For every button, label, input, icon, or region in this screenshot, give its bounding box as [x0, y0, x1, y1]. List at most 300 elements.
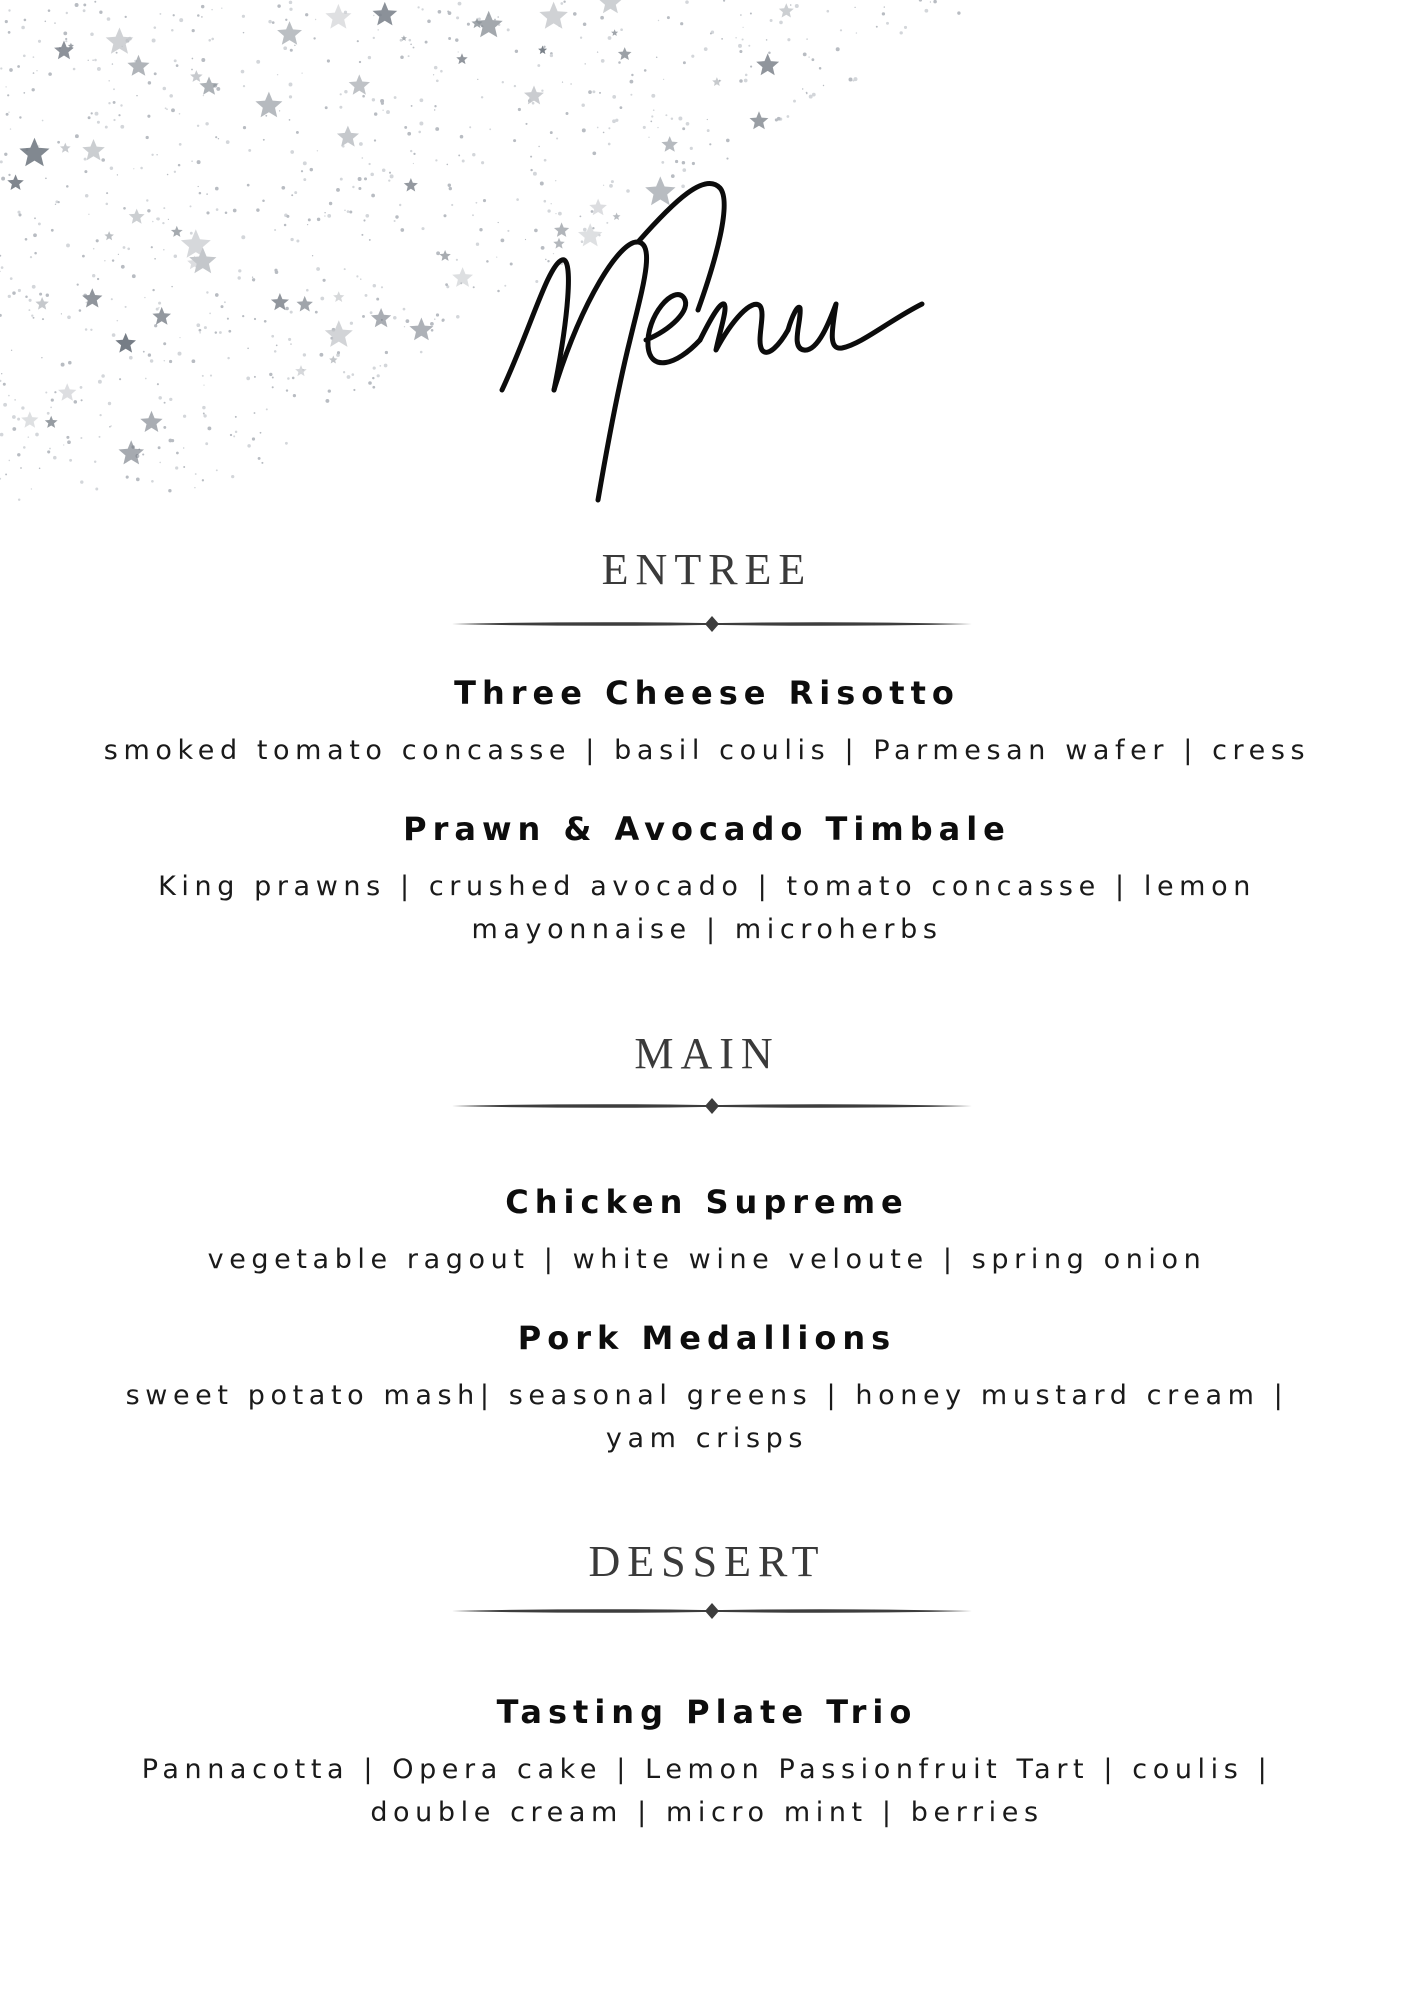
star-dust-dot — [84, 170, 87, 173]
star-dust-dot — [305, 13, 308, 16]
star-dust-dot — [7, 94, 9, 96]
star-dust-dot — [192, 58, 194, 60]
star-icon — [750, 111, 769, 129]
star-dust-dot — [327, 59, 330, 62]
star-dust-dot — [525, 123, 527, 125]
star-dust-dot — [448, 37, 451, 40]
star-dust-dot — [675, 160, 678, 163]
star-dust-dot — [197, 14, 200, 17]
star-dust-dot — [768, 52, 771, 55]
star-dust-dot — [179, 113, 181, 115]
star-dust-dot — [97, 121, 100, 124]
star-dust-dot — [544, 159, 547, 162]
star-dust-dot — [208, 39, 211, 42]
star-dust-dot — [742, 27, 743, 28]
star-dust-dot — [615, 119, 618, 122]
star-icon — [127, 55, 149, 76]
star-dust-dot — [0, 160, 3, 163]
star-dust-dot — [826, 10, 829, 13]
star-dust-dot — [721, 38, 723, 40]
star-dust-dot — [113, 119, 115, 121]
star-dust-dot — [290, 49, 293, 52]
star-dust-dot — [75, 3, 79, 7]
star-icon — [456, 53, 467, 64]
star-icon — [373, 2, 398, 26]
star-dust-dot — [151, 154, 153, 156]
star-dust-dot — [165, 107, 167, 109]
star-dust-dot — [630, 94, 632, 96]
star-dust-dot — [543, 46, 545, 48]
star-dust-dot — [550, 131, 553, 134]
star-dust-dot — [957, 11, 960, 14]
star-dust-dot — [573, 12, 577, 16]
star-dust-dot — [434, 66, 438, 70]
star-dust-dot — [97, 67, 101, 71]
star-dust-dot — [368, 56, 371, 59]
star-dust-dot — [650, 121, 652, 123]
star-dust-dot — [620, 28, 623, 31]
star-dust-dot — [600, 16, 604, 20]
star-dust-dot — [735, 37, 737, 39]
dish-description-line: mayonnaise | microherbs — [471, 914, 943, 945]
star-icon — [598, 0, 622, 13]
star-dust-dot — [644, 69, 647, 72]
star-dust-dot — [682, 161, 685, 164]
dish-name: Prawn & Avocado Timbale — [403, 810, 1011, 848]
star-dust-dot — [852, 80, 854, 82]
star-dust-dot — [770, 19, 773, 22]
star-dust-dot — [779, 21, 783, 25]
star-dust-dot — [856, 32, 858, 34]
star-icon — [472, 18, 483, 29]
star-dust-dot — [91, 112, 93, 114]
star-dust-dot — [460, 135, 464, 139]
star-dust-dot — [462, 160, 465, 163]
star-dust-dot — [433, 74, 434, 75]
star-dust-dot — [359, 142, 363, 146]
star-dust-dot — [795, 4, 799, 8]
star-dust-dot — [9, 68, 13, 72]
star-dust-dot — [588, 90, 592, 94]
star-dust-dot — [359, 61, 361, 63]
star-dust-dot — [421, 8, 423, 10]
star-dust-dot — [65, 40, 67, 42]
star-dust-dot — [803, 53, 807, 57]
star-dust-dot — [120, 125, 124, 129]
section-heading-main: MAIN — [634, 1029, 780, 1078]
star-dust-dot — [315, 19, 316, 20]
dish-name: Three Cheese Risotto — [454, 674, 960, 712]
star-dust-dot — [435, 159, 437, 161]
star-icon — [199, 77, 218, 95]
star-dust-dot — [8, 174, 10, 176]
star-dust-dot — [750, 12, 752, 14]
star-dust-dot — [787, 115, 790, 118]
star-dust-dot — [248, 149, 251, 152]
star-dust-dot — [787, 38, 790, 41]
star-dust-dot — [146, 136, 149, 139]
star-dust-dot — [113, 101, 116, 104]
dish-description: vegetable ragout | white wine veloute | spring onion — [207, 1244, 1207, 1275]
star-dust-dot — [904, 26, 907, 29]
star-dust-dot — [790, 4, 792, 6]
star-dust-dot — [665, 114, 667, 116]
star-dust-dot — [425, 41, 428, 44]
star-dust-dot — [390, 174, 394, 178]
star-dust-dot — [690, 147, 693, 150]
dish-description-line: double cream | micro mint | berries — [370, 1797, 1044, 1828]
star-dust-dot — [742, 38, 744, 40]
star-dust-dot — [740, 14, 742, 16]
section-divider — [452, 612, 972, 636]
star-icon — [60, 143, 71, 153]
star-dust-dot — [191, 69, 193, 71]
star-dust-dot — [597, 51, 598, 52]
star-icon — [325, 4, 351, 29]
star-dust-dot — [744, 79, 748, 83]
star-dust-dot — [373, 37, 375, 39]
star-dust-dot — [710, 33, 712, 35]
star-dust-dot — [120, 104, 122, 106]
star-dust-dot — [48, 9, 51, 12]
star-dust-dot — [176, 64, 179, 67]
star-dust-dot — [434, 109, 435, 110]
star-dust-dot — [201, 5, 204, 8]
star-icon — [255, 92, 282, 118]
star-dust-dot — [116, 52, 118, 54]
star-dust-dot — [455, 38, 458, 41]
star-dust-dot — [289, 1, 293, 5]
star-dust-dot — [631, 74, 633, 76]
star-dust-dot — [434, 105, 436, 107]
star-dust-dot — [532, 102, 535, 105]
star-dust-dot — [4, 153, 7, 156]
star-dust-dot — [179, 143, 182, 146]
star-dust-dot — [99, 11, 102, 14]
star-dust-dot — [686, 122, 690, 126]
star-dust-dot — [289, 83, 293, 87]
star-dust-dot — [663, 79, 664, 80]
star-dust-dot — [438, 10, 442, 14]
star-dust-dot — [809, 95, 813, 99]
star-dust-dot — [154, 72, 157, 75]
star-dust-dot — [808, 56, 809, 57]
star-dust-dot — [36, 70, 37, 71]
star-dust-dot — [707, 119, 708, 120]
star-dust-dot — [556, 137, 558, 139]
star-dust-dot — [413, 153, 415, 155]
star-dust-dot — [265, 115, 267, 117]
star-dust-dot — [23, 92, 25, 94]
star-dust-dot — [599, 92, 601, 94]
star-dust-dot — [458, 154, 460, 156]
star-dust-dot — [197, 125, 199, 127]
star-dust-dot — [417, 6, 419, 8]
star-dust-dot — [211, 9, 213, 11]
star-dust-dot — [382, 110, 383, 111]
star-dust-dot — [33, 56, 35, 58]
star-dust-dot — [515, 50, 518, 53]
star-dust-dot — [478, 17, 481, 20]
star-dust-dot — [812, 58, 815, 61]
star-dust-dot — [447, 10, 449, 12]
star-dust-dot — [5, 20, 8, 23]
star-dust-dot — [38, 40, 41, 43]
star-dust-dot — [110, 166, 113, 169]
star-dust-dot — [179, 18, 183, 22]
section-heading-dessert: DESSERT — [588, 1537, 826, 1586]
star-dust-dot — [325, 106, 328, 109]
star-dust-dot — [420, 98, 424, 102]
star-dust-dot — [667, 16, 670, 19]
star-dust-dot — [147, 115, 150, 118]
star-dust-dot — [933, 0, 937, 3]
star-dust-dot — [876, 26, 878, 28]
star-dust-dot — [413, 163, 414, 164]
star-dust-dot — [382, 168, 386, 172]
star-dust-dot — [174, 59, 177, 62]
star-dust-dot — [585, 63, 586, 64]
star-dust-dot — [84, 158, 87, 161]
star-dust-dot — [777, 117, 781, 121]
star-dust-dot — [704, 47, 708, 51]
star-dust-dot — [289, 8, 292, 11]
star-dust-dot — [140, 167, 143, 170]
star-dust-dot — [408, 55, 410, 57]
star-dust-dot — [221, 8, 222, 9]
star-dust-dot — [530, 169, 532, 171]
dish-description-line: sweet potato mash| seasonal greens | honey mustard cream | — [125, 1380, 1289, 1411]
star-dust-dot — [191, 160, 193, 162]
star-dust-dot — [362, 95, 365, 98]
star-dust-dot — [57, 141, 60, 144]
star-dust-dot — [201, 16, 203, 18]
star-dust-dot — [849, 78, 853, 82]
star-dust-dot — [671, 174, 675, 178]
star-dust-dot — [550, 54, 553, 57]
star-dust-dot — [560, 2, 563, 5]
star-dust-dot — [707, 129, 710, 132]
star-dust-dot — [386, 110, 390, 114]
star-dust-dot — [48, 72, 52, 76]
star-dust-dot — [171, 108, 175, 112]
star-dust-dot — [601, 59, 605, 63]
star-dust-dot — [368, 163, 370, 165]
star-dust-dot — [136, 95, 138, 97]
star-dust-dot — [33, 72, 35, 74]
star-dust-dot — [884, 6, 885, 7]
star-dust-dot — [739, 79, 743, 83]
star-dust-dot — [17, 65, 20, 68]
star-dust-dot — [101, 158, 105, 162]
star-dust-dot — [400, 56, 404, 60]
star-icon — [779, 3, 794, 17]
star-icon — [524, 86, 544, 105]
star-dust-dot — [289, 119, 291, 121]
star-dust-dot — [174, 171, 176, 173]
star-dust-dot — [94, 1, 96, 3]
star-icon — [82, 139, 105, 160]
star-dust-dot — [806, 93, 808, 95]
star-dust-dot — [658, 20, 659, 21]
star-dust-dot — [169, 94, 173, 98]
star-dust-dot — [0, 67, 2, 69]
star-dust-dot — [112, 63, 113, 64]
star-dust-dot — [6, 113, 9, 116]
star-dust-dot — [657, 127, 658, 128]
star-dust-dot — [518, 108, 521, 111]
star-dust-dot — [651, 115, 653, 117]
star-dust-dot — [472, 153, 475, 156]
star-dust-dot — [159, 13, 161, 15]
star-dust-dot — [745, 74, 748, 77]
star-dust-dot — [21, 26, 25, 30]
star-dust-dot — [793, 100, 796, 103]
star-dust-dot — [530, 156, 532, 158]
star-dust-dot — [400, 39, 403, 42]
star-dust-dot — [289, 95, 292, 98]
star-dust-dot — [5, 86, 6, 87]
star-dust-dot — [277, 74, 278, 75]
star-dust-dot — [692, 162, 695, 165]
dish-name: Tasting Plate Trio — [496, 1693, 918, 1731]
star-dust-dot — [685, 0, 689, 4]
star-dust-dot — [581, 103, 584, 106]
star-dust-dot — [361, 157, 363, 159]
star-dust-dot — [836, 47, 840, 51]
star-dust-dot — [374, 112, 377, 115]
star-dust-dot — [925, 9, 929, 13]
star-dust-dot — [418, 131, 421, 134]
star-dust-dot — [481, 161, 484, 164]
star-dust-dot — [407, 132, 411, 136]
star-dust-dot — [279, 110, 280, 111]
star-dust-dot — [739, 50, 742, 53]
star-dust-dot — [24, 19, 27, 22]
star-dust-dot — [748, 45, 750, 47]
star-dust-dot — [680, 22, 683, 25]
star-dust-dot — [726, 139, 730, 143]
menu-title-script-lettering — [470, 180, 950, 510]
star-dust-dot — [608, 36, 612, 40]
star-dust-dot — [88, 116, 91, 119]
star-dust-dot — [65, 38, 67, 40]
star-dust-dot — [900, 31, 903, 34]
star-dust-dot — [54, 22, 55, 23]
star-dust-dot — [163, 87, 167, 91]
dish-description: smoked tomato concasse | basil coulis | Parmesan wafer | cress — [103, 735, 1311, 766]
star-dust-dot — [95, 112, 99, 116]
star-dust-dot — [481, 96, 483, 98]
star-dust-dot — [608, 127, 610, 129]
star-dust-dot — [592, 90, 595, 93]
star-dust-dot — [215, 136, 217, 138]
star-dust-dot — [372, 98, 375, 101]
section-heading-entree: ENTREE — [601, 545, 813, 594]
star-dust-dot — [440, 70, 443, 73]
star-dust-dot — [42, 120, 44, 122]
star-dust-dot — [592, 151, 596, 155]
section-divider — [452, 1599, 972, 1623]
star-dust-dot — [656, 56, 658, 58]
star-dust-dot — [469, 126, 471, 128]
star-dust-dot — [446, 164, 448, 166]
star-dust-dot — [156, 154, 157, 155]
star-dust-dot — [823, 85, 824, 86]
star-dust-dot — [620, 106, 623, 109]
star-dust-dot — [201, 58, 205, 62]
star-dust-dot — [643, 126, 646, 129]
star-dust-dot — [242, 15, 245, 18]
star-dust-dot — [582, 128, 586, 132]
star-dust-dot — [458, 2, 462, 6]
star-dust-dot — [404, 126, 407, 129]
star-dust-dot — [374, 139, 376, 141]
star-dust-dot — [597, 127, 599, 129]
star-dust-dot — [203, 95, 204, 96]
star-dust-dot — [497, 16, 499, 18]
star-icon — [538, 46, 547, 55]
star-dust-dot — [802, 88, 803, 89]
star-dust-dot — [533, 172, 537, 176]
star-dust-dot — [882, 12, 885, 15]
star-icon — [337, 126, 359, 147]
star-dust-dot — [394, 96, 397, 99]
dish-description-line: yam crisps — [605, 1423, 809, 1454]
star-dust-dot — [691, 55, 694, 58]
menu-title — [0, 180, 1414, 520]
star-dust-dot — [389, 172, 391, 174]
star-dust-dot — [930, 1, 931, 2]
star-dust-dot — [840, 29, 842, 31]
star-dust-dot — [738, 44, 742, 48]
star-dust-dot — [178, 164, 181, 167]
star-dust-dot — [477, 79, 478, 80]
star-dust-dot — [541, 90, 543, 92]
star-dust-dot — [819, 67, 822, 70]
star-dust-dot — [263, 139, 265, 141]
star-dust-dot — [118, 114, 120, 116]
star-dust-dot — [494, 19, 496, 21]
star-dust-dot — [339, 106, 342, 109]
star-dust-dot — [340, 93, 342, 95]
star-dust-dot — [489, 128, 491, 130]
star-dust-dot — [653, 109, 655, 111]
star-dust-dot — [507, 28, 510, 31]
star-dust-dot — [8, 112, 9, 113]
star-dust-dot — [456, 16, 459, 19]
star-dust-dot — [411, 105, 413, 107]
star-dust-dot — [726, 158, 728, 160]
star-dust-dot — [513, 139, 516, 142]
star-dust-dot — [63, 32, 67, 36]
star-dust-dot — [806, 38, 808, 40]
star-dust-dot — [380, 99, 384, 103]
star-dust-dot — [113, 88, 115, 90]
star-icon — [539, 2, 568, 29]
star-dust-dot — [285, 19, 287, 21]
star-dust-dot — [562, 81, 563, 82]
star-dust-dot — [148, 81, 151, 84]
star-dust-dot — [580, 37, 582, 39]
star-dust-dot — [563, 0, 565, 2]
star-dust-dot — [537, 64, 540, 67]
star-dust-dot — [290, 150, 294, 154]
star-dust-dot — [171, 29, 174, 32]
star-dust-dot — [683, 61, 686, 64]
star-dust-dot — [377, 29, 379, 31]
star-dust-dot — [682, 127, 685, 130]
